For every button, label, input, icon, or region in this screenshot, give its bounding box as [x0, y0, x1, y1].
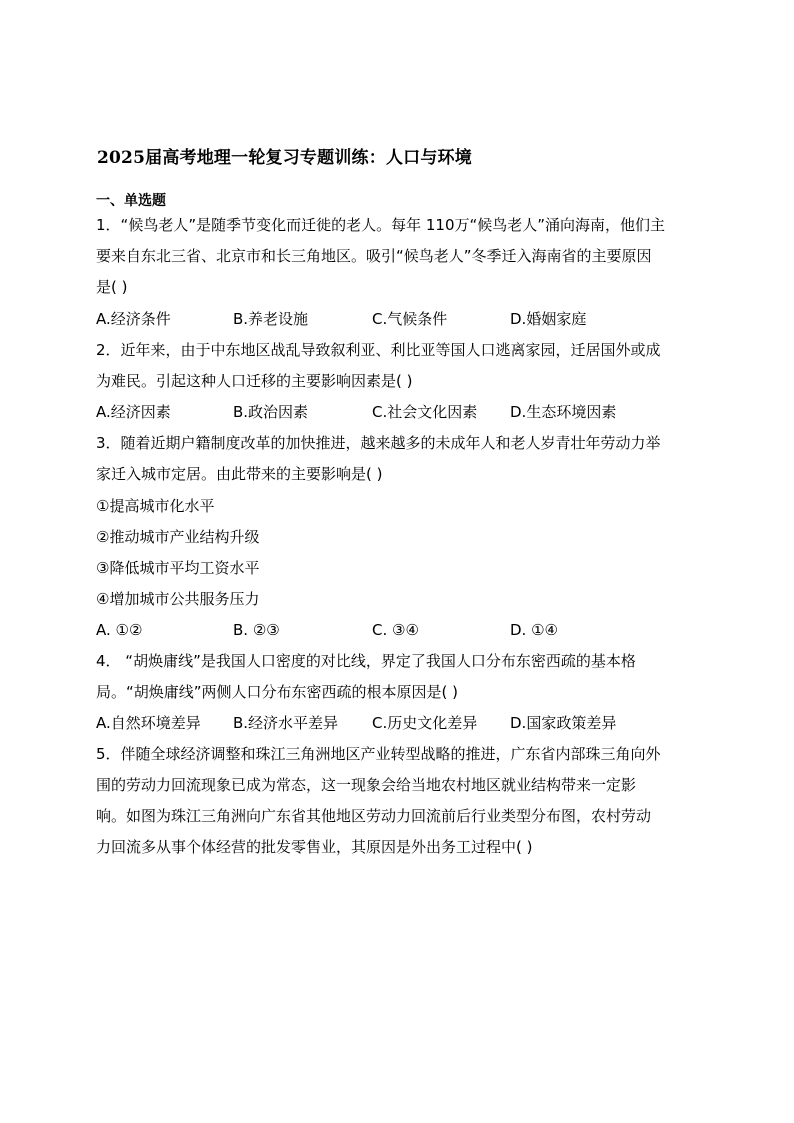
q3-item-1: ①提高城市化水平 — [96, 497, 215, 515]
q1-option-a[interactable]: A.经济条件 — [96, 310, 171, 328]
q4-line-1: 4． “胡焕庸线”是我国人口密度的对比线，界定了我国人口分布东密西疏的基本格 — [96, 652, 636, 670]
q5-line-3: 响。如图为珠江三角洲向广东省其他地区劳动力回流前后行业类型分布图，农村劳动 — [96, 807, 652, 825]
q2-option-c[interactable]: C.社会文化因素 — [372, 403, 478, 421]
q3-option-b[interactable]: B. ②③ — [233, 621, 280, 639]
q3-item-2: ②推动城市产业结构升级 — [96, 528, 260, 546]
q1-option-b[interactable]: B.养老设施 — [233, 310, 309, 328]
q2-line-1: 2．近年来，由于中东地区战乱导致叙利亚、利比亚等国人口逃离家园，迁居国外或成 — [96, 341, 661, 359]
q2-option-a[interactable]: A.经济因素 — [96, 403, 171, 421]
q4-option-b[interactable]: B.经济水平差异 — [233, 714, 339, 732]
q1-line-3: 是( ) — [96, 278, 128, 296]
q5-line-1: 5．伴随全球经济调整和珠江三角洲地区产业转型战略的推进，广东省内部珠三角向外 — [96, 745, 661, 763]
q3-option-d[interactable]: D. ①④ — [510, 621, 558, 639]
page-title: 2025届高考地理一轮复习专题训练：人口与环境 — [97, 148, 472, 168]
q2-line-2: 为难民。引起这种人口迁移的主要影响因素是( ) — [96, 372, 413, 390]
q4-option-c[interactable]: C.历史文化差异 — [372, 714, 478, 732]
q4-option-d[interactable]: D.国家政策差异 — [510, 714, 617, 732]
q5-line-2: 围的劳动力回流现象已成为常态，这一现象会给当地农村地区就业结构带来一定影 — [96, 776, 637, 794]
q3-option-c[interactable]: C. ③④ — [372, 621, 419, 639]
q3-item-3: ③降低城市平均工资水平 — [96, 559, 260, 577]
q4-line-2: 局。“胡焕庸线”两侧人口分布东密西疏的根本原因是( ) — [96, 683, 459, 701]
q3-option-a[interactable]: A. ①② — [96, 621, 143, 639]
q3-line-2: 家迁入城市定居。由此带来的主要影响是( ) — [96, 465, 383, 483]
q2-option-d[interactable]: D.生态环境因素 — [510, 403, 617, 421]
q1-line-2: 要来自东北三省、北京市和长三角地区。吸引“候鸟老人”冬季迁入海南省的主要原因 — [96, 247, 652, 265]
q5-line-4: 力回流多从事个体经营的批发零售业，其原因是外出务工过程中( ) — [96, 838, 533, 856]
q1-line-1: 1．“候鸟老人”是随季节变化而迁徙的老人。每年 110万“候鸟老人”涌向海南，他们主 — [96, 216, 666, 234]
q3-item-4: ④增加城市公共服务压力 — [96, 590, 260, 608]
q1-option-c[interactable]: C.气候条件 — [372, 310, 448, 328]
section-heading: 一、单选题 — [96, 193, 166, 209]
q3-line-1: 3．随着近期户籍制度改革的加快推进，越来越多的未成年人和老人岁青壮年劳动力举 — [96, 434, 661, 452]
q4-option-a[interactable]: A.自然环境差异 — [96, 714, 201, 732]
q2-option-b[interactable]: B.政治因素 — [233, 403, 309, 421]
q1-option-d[interactable]: D.婚姻家庭 — [510, 310, 587, 328]
